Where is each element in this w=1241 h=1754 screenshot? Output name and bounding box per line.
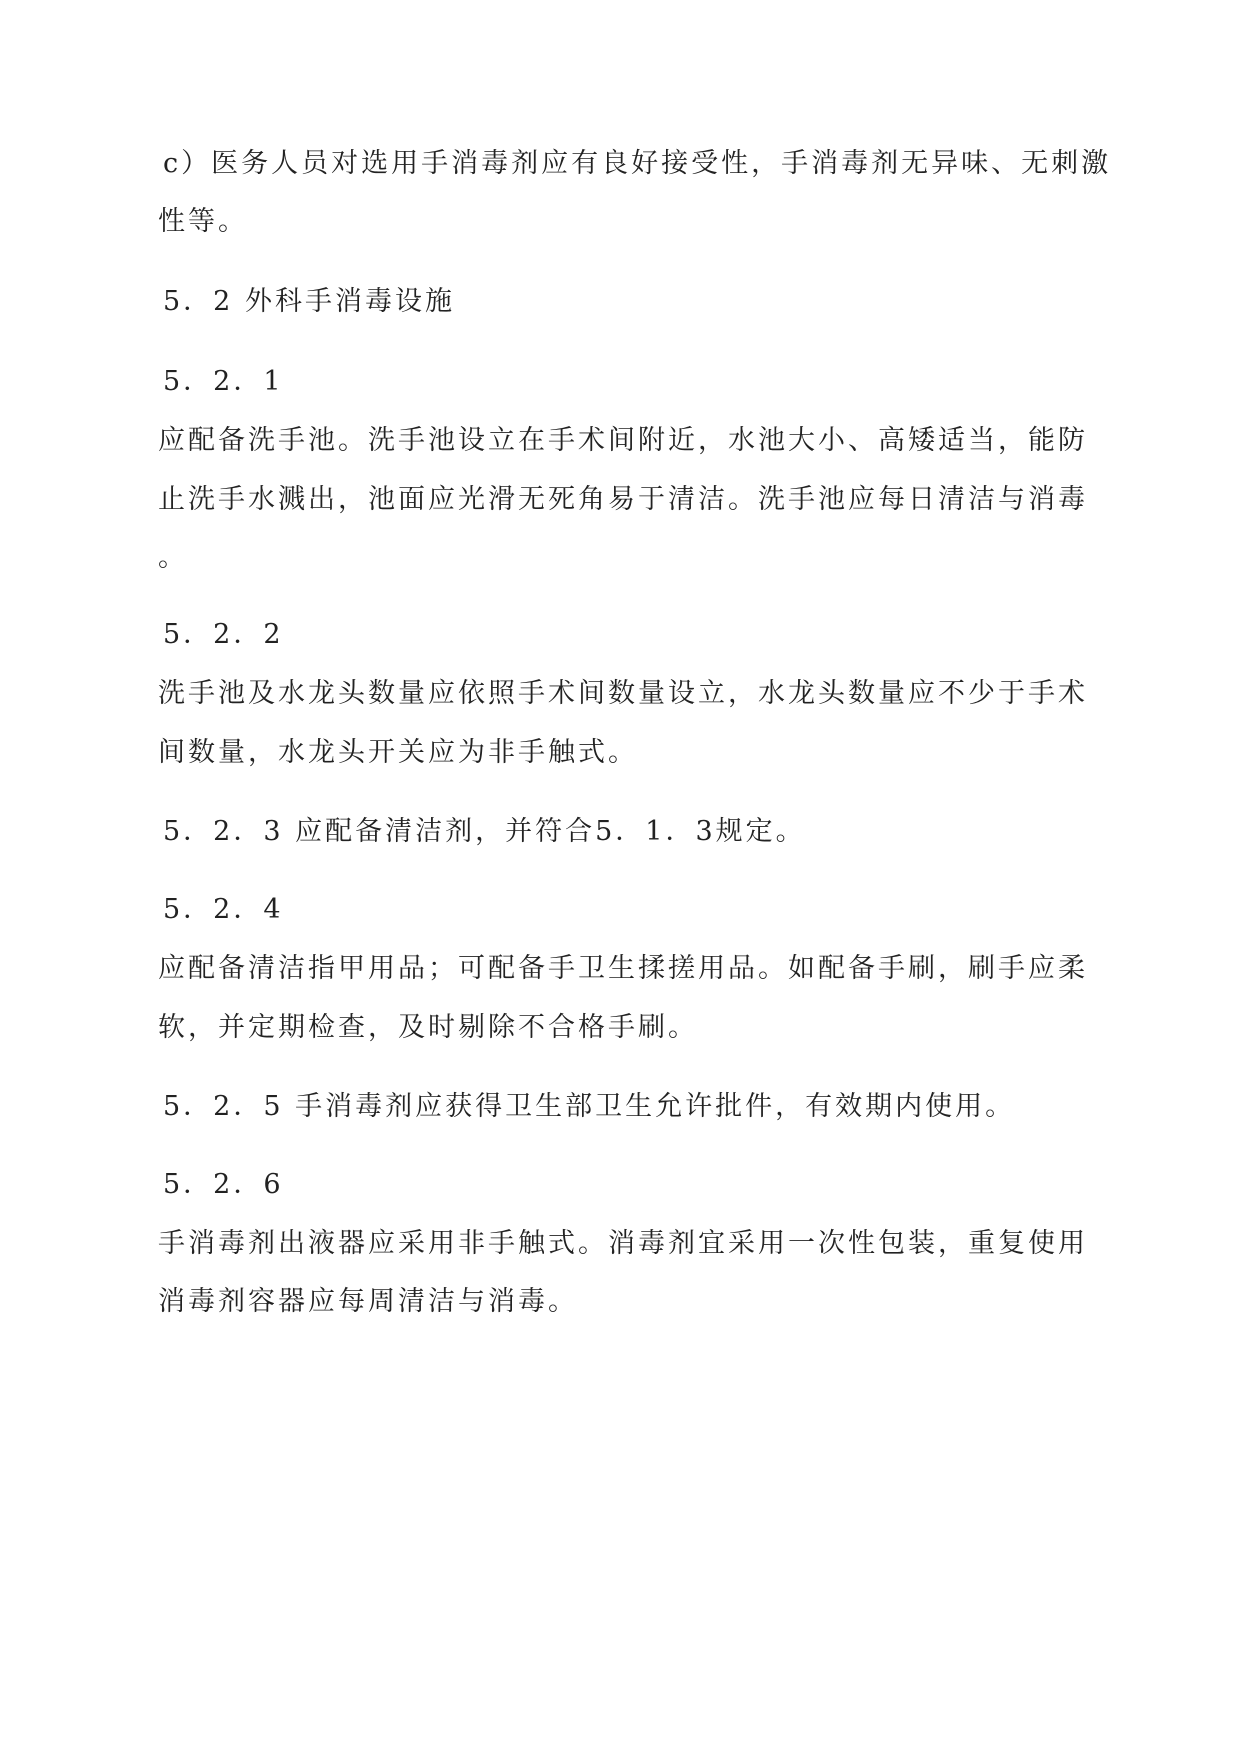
- item-5-2-4-line-2: 软，并定期检查，及时剔除不合格手刷。: [158, 1012, 698, 1043]
- item-number-5-2-2: 5．2．2: [163, 619, 284, 650]
- item-5-2-6-line-1: 手消毒剂出液器应采用非手触式。消毒剂宜采用一次性包装，重复使用: [158, 1228, 1088, 1259]
- paragraph-c-line-1: c）医务人员对选用手消毒剂应有良好接受性，手消毒剂无异味、无刺激: [163, 148, 1112, 179]
- item-5-2-6-line-2: 消毒剂容器应每周清洁与消毒。: [158, 1286, 578, 1317]
- item-5-2-3: 5．2．3 应配备清洁剂，并符合5．1．3规定。: [163, 816, 806, 847]
- item-5-2-2-line-1: 洗手池及水龙头数量应依照手术间数量设立，水龙头数量应不少于手术: [158, 678, 1088, 709]
- item-5-2-1-line-1: 应配备洗手池。洗手池设立在手术间附近，水池大小、高矮适当，能防: [158, 425, 1088, 456]
- paragraph-c-line-2: 性等。: [158, 206, 248, 237]
- item-5-2-1-line-3: 。: [158, 542, 188, 573]
- item-number-5-2-4: 5．2．4: [163, 894, 284, 925]
- item-number-5-2-6: 5．2．6: [163, 1169, 284, 1200]
- item-5-2-2-line-2: 间数量，水龙头开关应为非手触式。: [158, 737, 638, 768]
- item-5-2-1-line-2: 止洗手水溅出，池面应光滑无死角易于清洁。洗手池应每日清洁与消毒: [158, 484, 1088, 515]
- section-heading-5-2: 5．2 外科手消毒设施: [163, 286, 455, 317]
- item-5-2-4-line-1: 应配备清洁指甲用品；可配备手卫生揉搓用品。如配备手刷，刷手应柔: [158, 953, 1088, 984]
- item-5-2-5: 5．2．5 手消毒剂应获得卫生部卫生允许批件，有效期内使用。: [163, 1091, 1016, 1122]
- item-number-5-2-1: 5．2．1: [163, 366, 284, 397]
